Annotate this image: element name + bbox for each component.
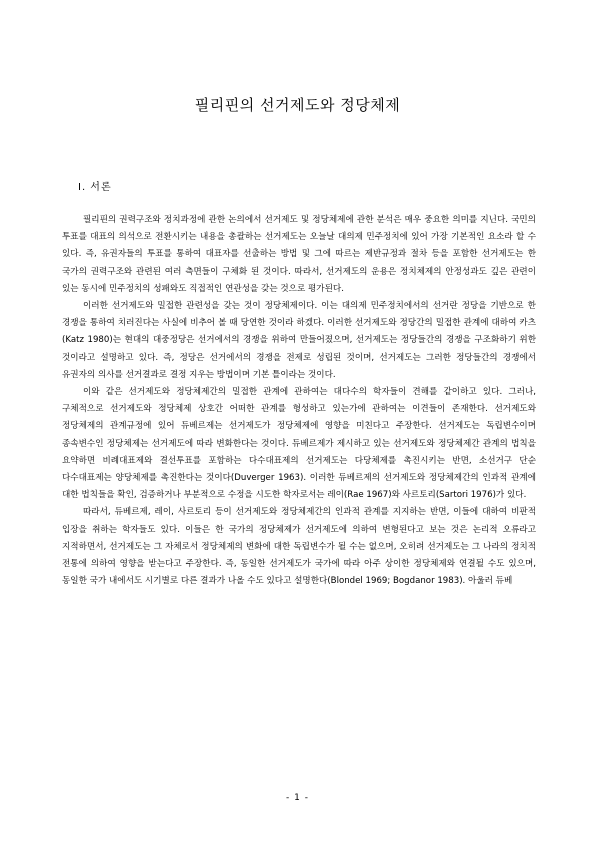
paragraph: 이와 같은 선거제도와 정당체제간의 밀접한 관계에 관하여는 대다수의 학자들이 견해를 같이하고 있다. 그러나, 구체적으로 선거제도와 정당체제 상호간 어떠한 관계를 형성하고 있는가에 관하여는 이견들이 존재한다. 선거제도와 정당체제의 관계규정에 있어 듀베르제는 선거제도가 정당체제에 영향을 미친다고 주장한다. 선거제도는 독립변수이며 종속변수인 정당체제는 선거제도에 따라 변화한다는 것이다. 듀베르제가 제시하고 있는 선거제도와 정당체제간 관계의 법칙을 요약하면 비례대표제와 결선투표를 포함하는 다수대표제의 선거제도는 다당체제를 촉진시키는 반면, 소선거구 단순 다수대표제는 양당체제를 촉진한다는 것이다(Duverger 1963). 이러한 듀베르제의 선거제도와 정당체제간의 인과적 관계에 대한 법칙들을 확인, 검증하거나 부분적으로 수정을 시도한 학자로서는 레이(Rae 1967)와 사르토리(Sartori 1976)가 있다. bbox=[62, 387, 536, 501]
paragraph: 필리핀의 권력구조와 정치과정에 관한 논의에서 선거제도 및 정당체제에 관한 분석은 매우 중요한 의미를 지닌다. 국민의 투표를 대표의 의석으로 전환시키는 내용을 총괄하는 선거제도는 오늘날 대의제 민주정치에 있어 가장 기본적인 요소라 할 수 있다. 즉, 유권자들의 투표를 통하여 대표자를 선출하는 방법 및 그에 따르는 제반규정과 절차 등을 포함한 선거제도는 한 국가의 권력구조와 관련된 여러 측면들이 구체화 된 것이다. 따라서, 선거제도의 운용은 정치체제의 안정성과도 깊은 관련이 있는 동시에 민주정치의 성패와도 직접적인 연관성을 갖는 것으로 평가된다. bbox=[62, 215, 536, 294]
paragraph: 이러한 선거제도와 밀접한 관련성을 갖는 것이 정당체제이다. 이는 대의제 민주정치에서의 선거란 정당을 기반으로 한 경쟁을 통하여 치러진다는 사실에 비추어 볼 때 당연한 것이라 하겠다. 이러한 선거제도와 정당간의 밀접한 관계에 대하여 카츠(Katz 1980)는 현대의 대중정당은 선거에서의 경쟁을 위하여 만들어졌으며, 선거제도는 정당들간의 경쟁을 구조화하기 위한 것이라고 설명하고 있다. 즉, 정당은 선거에서의 경쟁을 전제로 성립된 것이며, 선거제도는 그러한 정당들간의 경쟁에서 유권자의 의사를 선거결과로 결정 지우는 방법이며 기본 틀이라는 것이다. bbox=[62, 301, 536, 380]
paragraph: 따라서, 듀베르제, 레이, 사르토리 등이 선거제도와 정당체제간의 인과적 관계를 지지하는 반면, 이들에 대하여 비판적 입장을 취하는 학자들도 있다. 이들은 한 국가의 정당체제가 선거제도에 의하여 변형된다고 보는 것은 논리적 오류라고 지적하면서, 선거제도는 그 자체로서 정당체제의 변화에 대한 독립변수가 될 수는 없으며, 오히려 선거제도는 그 나라의 정치적 전통에 의하여 영향을 받는다고 주장한다. 즉, 동일한 선거제도가 국가에 따라 아주 상이한 정당체제와 연결될 수도 있으며, 동일한 국가 내에서도 시기별로 다른 결과가 나올 수도 있다고 설명한다(Blondel 1969; Bogdanor 1983). 아울러 듀베 bbox=[62, 507, 536, 587]
section-heading: Ⅰ. 서론 bbox=[78, 182, 112, 193]
page-number: - 1 - bbox=[286, 793, 309, 803]
body-text bbox=[62, 212, 536, 590]
document-title: 필리핀의 선거제도와 정당체제 bbox=[194, 96, 401, 114]
